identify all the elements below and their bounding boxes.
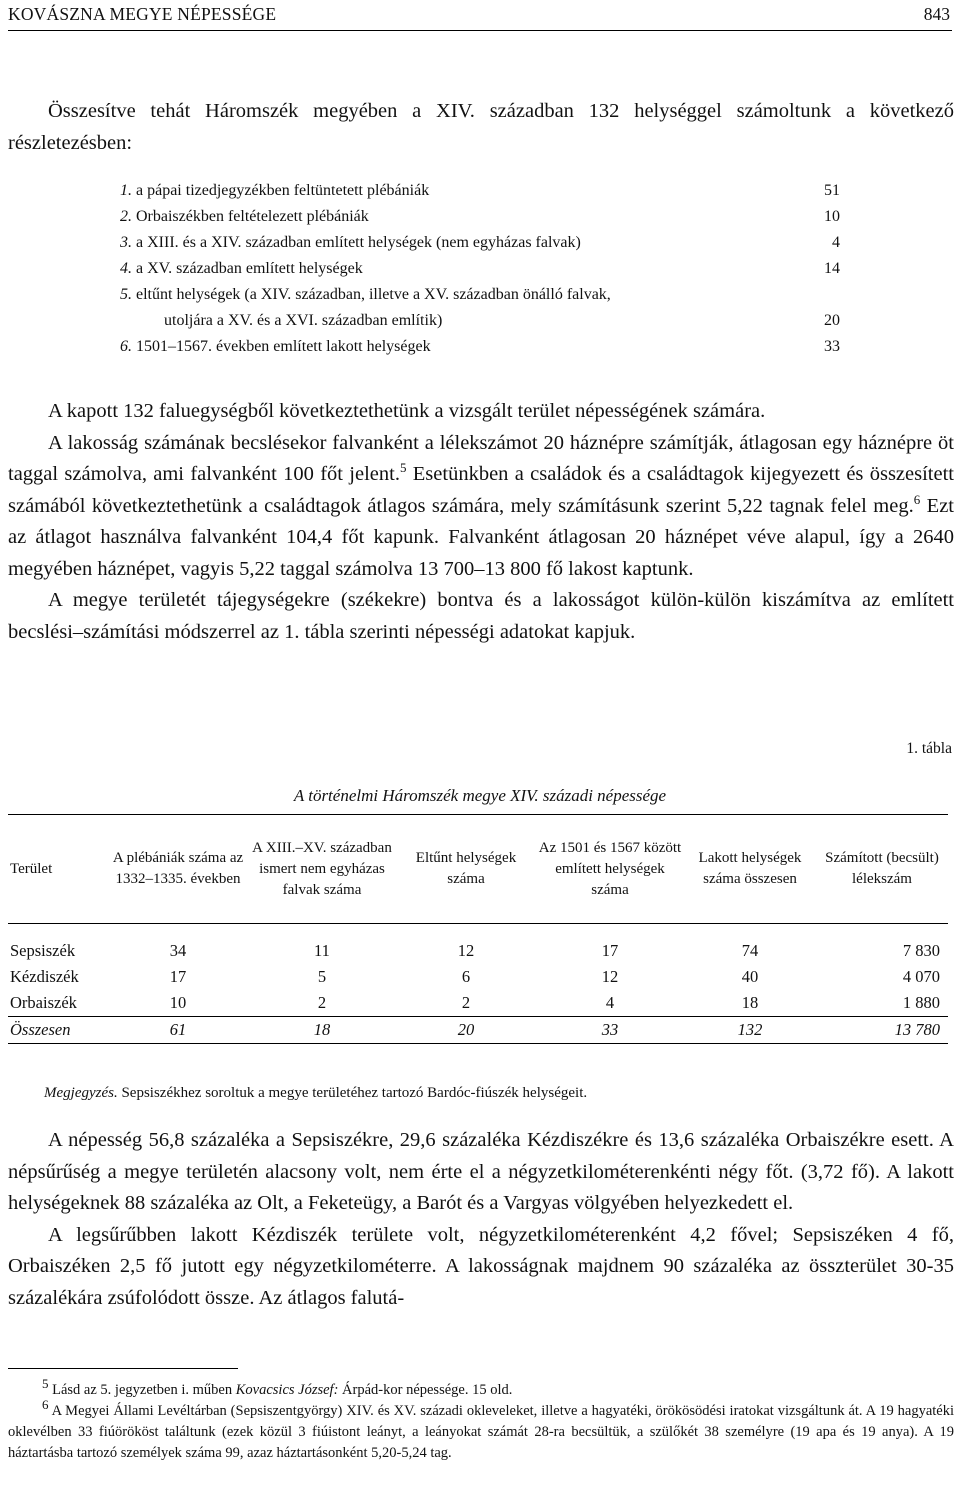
list-item [120, 204, 840, 230]
table-label: 1. tábla [906, 740, 952, 757]
table-total-row [8, 1017, 948, 1044]
body-text: Esetünkben a családok és a családtagok kijegyezett és összesített számából következtethetünk a családtagok átlagos számára, mely számításunk szerint 5,22 tagnak felel meg. [8, 463, 954, 517]
column-header: Lakott helységek száma összesen [684, 815, 816, 924]
body-paragraph: A kapott 132 faluegységből következtethetünk a vizsgált terület népességének számára. [48, 400, 766, 422]
list-item [120, 334, 840, 360]
footnote-text: Árpád-kor népessége. 15 old. [338, 1382, 513, 1398]
table-cell: 40 [741, 967, 759, 986]
footnote-ref-5: 5 [399, 460, 407, 476]
table-cell: 132 [684, 1017, 816, 1044]
list-item-text: eltűnt helységek (a XIV. században, illetve a XV. században önálló falvak, [132, 286, 611, 303]
body-paragraph [8, 428, 954, 586]
list-item-text: 1501–1567. években említett lakott helységek [132, 338, 431, 355]
table-cell: 61 [108, 1017, 248, 1044]
column-header: Az 1501 és 1567 között említett helységek száma [536, 815, 684, 924]
table-cell: Orbaiszék [10, 993, 77, 1012]
table-row [8, 964, 948, 990]
footnote-text: A Megyei Állami Levéltárban (Sepsiszentgyörgy) XIV. és XV. századi okleveleket, illetve a hagyatéki, örökösödési iratokat vizsgáltunk át. A 19 hagyatéki oklevélben 33 fiúörököst találtunk (ezek közül 3 fiúistont leányt, a leányokat számát 28-ra becsültük, a szülőkét 38 személyre (19 apa és 19 anya). A 19 háztartásba tartozó személyek száma 99, azaz háztartásonként 5,20-5,24 tag. [8, 1403, 954, 1461]
table-cell: 5 [317, 967, 327, 986]
list-item-continuation [120, 308, 840, 334]
note-text: Sepsiszékhez soroltuk a megye területéhez tartozó Bardóc-fiúszék helységeit. [117, 1085, 588, 1101]
running-header [8, 0, 952, 31]
table-cell: 2 [317, 993, 327, 1012]
table-cell: 6 [461, 967, 471, 986]
list-item-number: 5. [120, 286, 132, 303]
table-cell: 12 [457, 941, 475, 960]
list-item-text: utoljára a XV. és a XVI. században említik) [164, 312, 443, 329]
footnote-mark: 5 [42, 1376, 49, 1392]
table-caption: A történelmi Háromszék megye XIV. századi népessége [293, 786, 667, 805]
table-cell: 4 [605, 993, 615, 1012]
column-header: Számított (becsült) lélekszám [816, 815, 948, 924]
list-item-value: 33 [824, 338, 840, 355]
table-cell: 11 [314, 941, 330, 960]
body-text: A lakosság számának becslésekor falvanként a lélekszámot 20 háznépre számítják, átlagosan egy háznépre öt taggal számolva, ami falvanként 100 főt jelent. [8, 431, 954, 485]
list-item-value: 20 [824, 312, 840, 329]
column-header: A XIII.–XV. században ismert nem egyházas falvak száma [248, 815, 396, 924]
table-header-row [8, 815, 948, 924]
list-item-value: 14 [824, 260, 840, 277]
list-item-text: a pápai tizedjegyzékben feltüntetett plébániák [132, 182, 430, 199]
list-item [120, 282, 840, 308]
table-cell: 2 [461, 993, 471, 1012]
table-row [8, 938, 948, 964]
list-item-text: a XIII. és a XIV. században említett helységek (nem egyházas falvak) [132, 234, 581, 251]
table-cell: 4 070 [902, 967, 940, 986]
list-item [120, 256, 840, 282]
table-row [8, 990, 948, 1017]
body-paragraph: A megye területét tájegységekre (székekre) bontva és a lakosságot külön-külön kiszámítva az említett becslési–számítási módszerrel az 1. tábla szerinti népességi adatokat kapjuk. [8, 589, 954, 643]
table-cell: 34 [169, 941, 187, 960]
table-cell: 12 [601, 967, 619, 986]
body-paragraph: A legsűrűbben lakott Kézdiszék területe volt, négyzetkilométerenként 4,2 fővel; Sepsiszéken 4 fő, Orbaiszéken 2,5 fő jutott egy négyzetkilométerre. A lakosságnak majdnem 90 százaléka az összterület 30-35 százalékára zsúfolódott össze. Az átlagos falutá- [8, 1223, 954, 1309]
running-header-title: KOVÁSZNA MEGYE NÉPESSÉGE [8, 4, 277, 24]
body-paragraph: A népesség 56,8 százaléka a Sepsiszékre, 29,6 százaléka Kézdiszékre és 13,6 százaléka Orbaiszékre esett. A népsűrűség a megye területén alacsony volt, nem érte el a négyzetkilométerenkénti négy főt. (3,72 fő). A lakott helységeknek 88 százaléka az Olt, a Feketeügy, a Barót és a Vargyas völgyében helyezkedett el. [8, 1129, 954, 1214]
list-item-text: Orbaiszékben feltételezett plébániák [132, 208, 369, 225]
table-cell: 17 [169, 967, 187, 986]
footnote-mark: 6 [42, 1397, 49, 1413]
list-item-number: 3. [120, 234, 132, 251]
body-section-2 [8, 1125, 954, 1314]
table-cell: 13 780 [816, 1017, 948, 1044]
table-cell: 33 [536, 1017, 684, 1044]
footnote-author: Kovacsics József: [235, 1382, 339, 1398]
table-cell: 10 [169, 993, 187, 1012]
footnote-divider [8, 1368, 238, 1369]
list-item-number: 4. [120, 260, 132, 277]
summary-list [120, 178, 840, 360]
population-table [8, 814, 948, 1044]
list-item-value: 4 [832, 234, 840, 251]
table-cell: Kézdiszék [10, 967, 79, 986]
list-item-text: a XV. században említett helységek [132, 260, 363, 277]
intro-paragraph: Összesítve tehát Háromszék megyében a XIV. században 132 helységgel számoltunk a következő részletezésben: [8, 100, 954, 154]
body-section-1 [8, 396, 954, 648]
page-number: 843 [923, 4, 950, 24]
table-note [44, 1085, 587, 1102]
list-item-number: 6. [120, 338, 132, 355]
table-cell: 20 [396, 1017, 536, 1044]
body-text: Ezt az átlagot használva falvanként 104,4 főt kapunk. Falvanként átlagosan 20 háznépet véve alapul, így a 2640 megyében háznépet, vagyis 5,22 taggal számolva 13 700–13 800 fő lakost kaptunk. [8, 494, 954, 580]
list-item [120, 230, 840, 256]
table-cell: 18 [741, 993, 759, 1012]
footnote-text: Lásd az 5. jegyzetben i. műben [48, 1382, 236, 1398]
table-cell: Sepsiszék [10, 941, 76, 960]
table-cell: 18 [248, 1017, 396, 1044]
column-header: Terület [8, 815, 108, 924]
table-cell: 17 [601, 941, 619, 960]
list-item-value: 10 [824, 208, 840, 225]
table-cell: 74 [741, 941, 759, 960]
table-cell: 1 880 [902, 993, 940, 1012]
footnote-6 [8, 1397, 954, 1464]
list-item [120, 178, 840, 204]
table-cell: Összesen [8, 1017, 108, 1044]
footnote-ref-6: 6 [913, 491, 921, 507]
note-label: Megjegyzés. [44, 1085, 118, 1101]
column-header: Eltűnt helységek száma [396, 815, 536, 924]
list-item-number: 2. [120, 208, 132, 225]
column-header: A plébániák száma az 1332–1335. években [108, 815, 248, 924]
list-item-value: 51 [824, 182, 840, 199]
table-cell: 7 830 [902, 941, 940, 960]
list-item-number: 1. [120, 182, 132, 199]
footnote-5 [8, 1376, 954, 1401]
